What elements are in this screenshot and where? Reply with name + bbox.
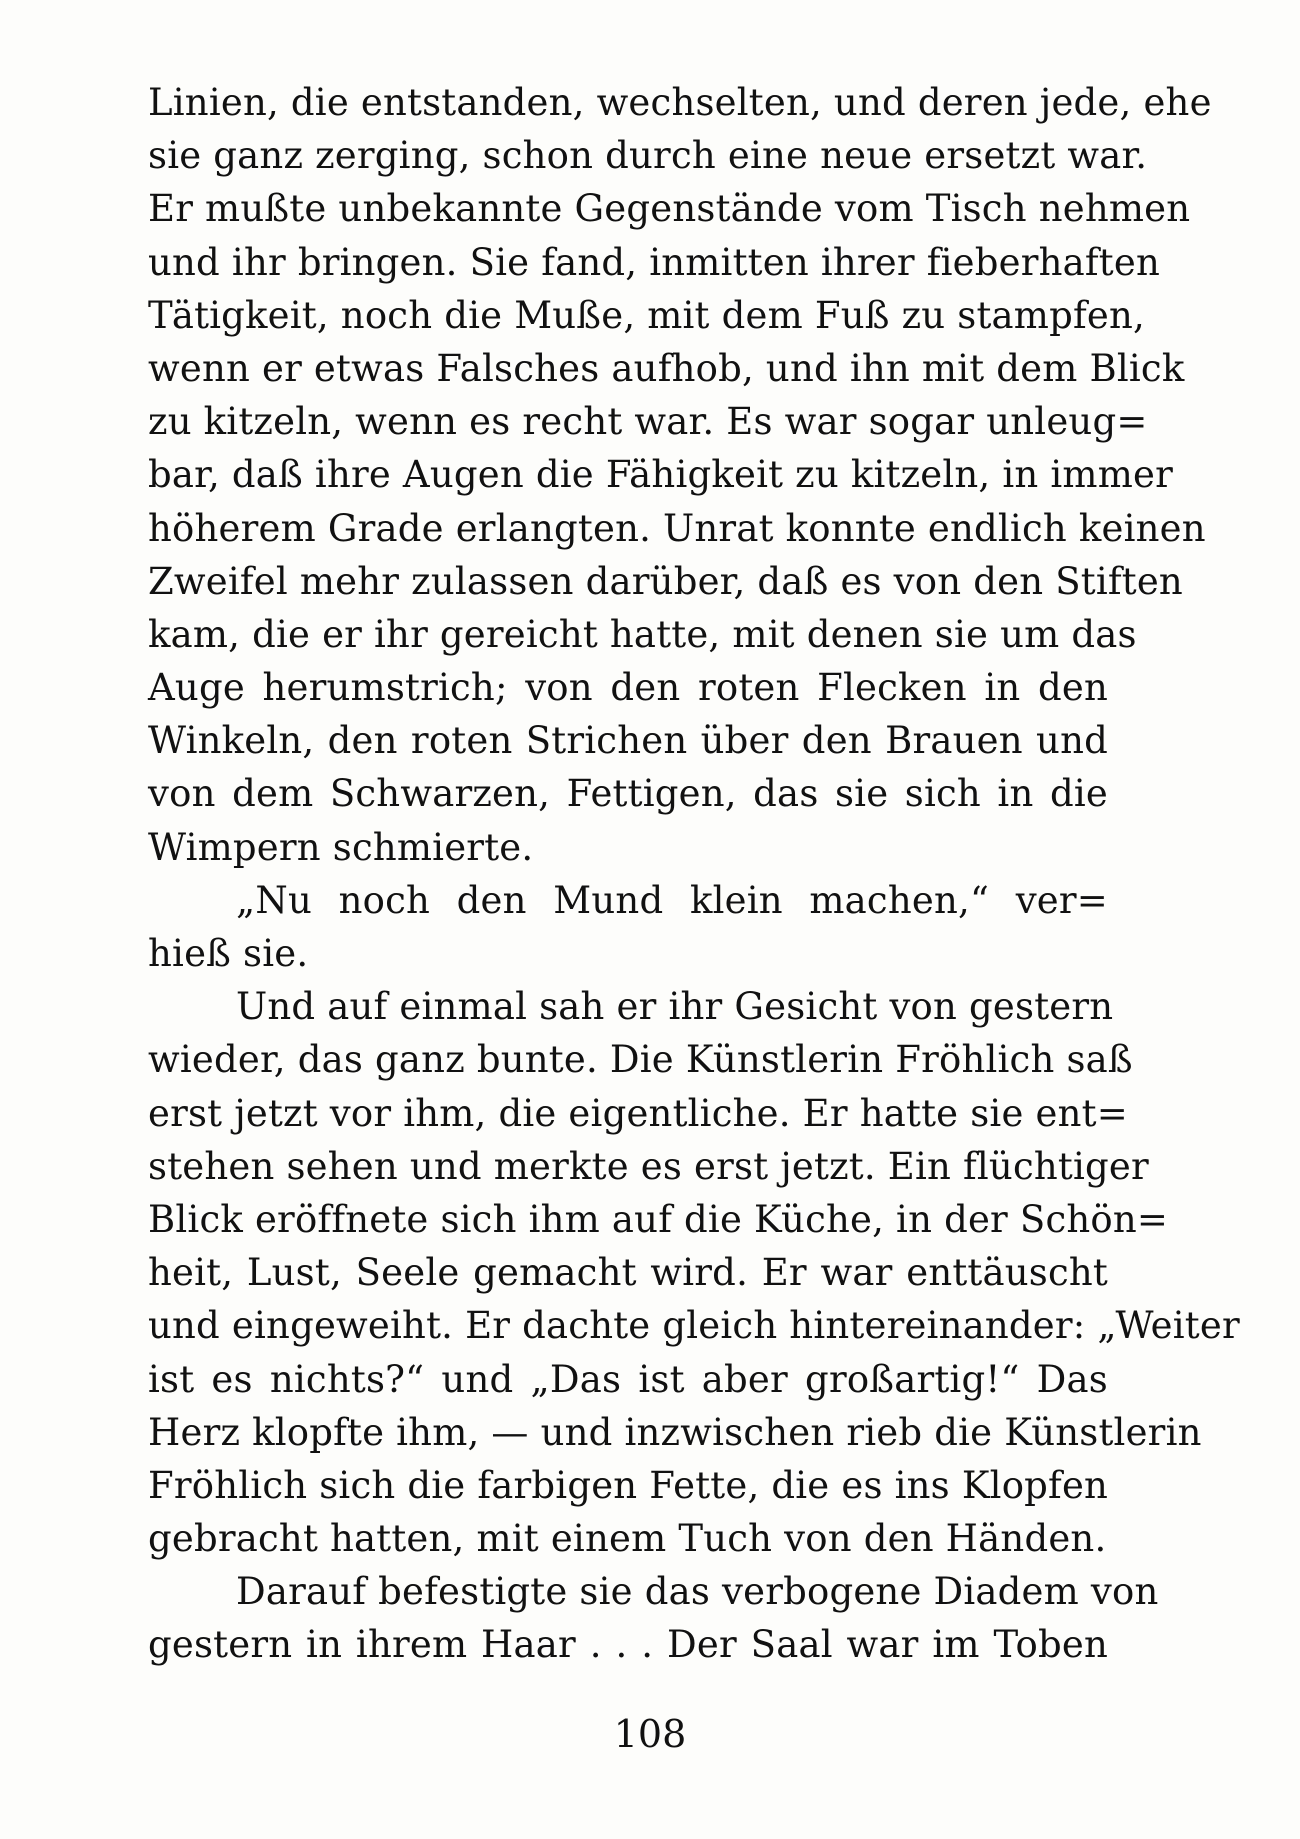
- page-number: 108: [613, 1712, 687, 1756]
- text-line: von dem Schwarzen, Fettigen, das sie sich in die: [148, 772, 1108, 816]
- text-line: Herz klopfte ihm, — und inzwischen rieb die Künstlerin: [148, 1410, 1202, 1454]
- text-line: bar, daß ihre Augen die Fähigkeit zu kitzeln, in immer: [148, 453, 1173, 497]
- text-line: und ihr bringen. Sie fand, inmitten ihrer fieberhaften: [148, 240, 1160, 284]
- text-line: „Nu noch den Mund klein machen,“ ver=: [236, 878, 1108, 922]
- text-line: gebracht hatten, mit einem Tuch von den Händen.: [148, 1517, 1107, 1561]
- text-line: Er mußte unbekannte Gegenstände vom Tisch nehmen: [148, 187, 1191, 231]
- text-line: wieder, das ganz bunte. Die Künstlerin Fröhlich saß: [148, 1038, 1133, 1082]
- text-line: Darauf befestigte sie das verbogene Diadem von: [236, 1570, 1159, 1614]
- text-line: ist es nichts?“ und „Das ist aber großartig!“ Das: [148, 1357, 1108, 1401]
- text-line: Wimpern schmierte.: [148, 825, 534, 869]
- text-line: zu kitzeln, wenn es recht war. Es war sogar unleug=: [148, 400, 1148, 444]
- text-line: Und auf einmal sah er ihr Gesicht von gestern: [236, 985, 1114, 1029]
- text-line: höherem Grade erlangten. Unrat konnte endlich keinen: [148, 506, 1206, 550]
- text-line: Tätigkeit, noch die Muße, mit dem Fuß zu stampfen,: [148, 293, 1145, 337]
- text-line: hieß sie.: [148, 932, 309, 975]
- text-line: Auge herumstrich; von den roten Flecken in den: [148, 666, 1108, 710]
- text-line: erst jetzt vor ihm, die eigentliche. Er hatte sie ent=: [148, 1091, 1128, 1135]
- text-line: sie ganz zerging, schon durch eine neue ersetzt war.: [148, 134, 1148, 178]
- body-text: [148, 76, 1240, 1672]
- text-line: gestern in ihrem Haar . . . Der Saal war im Toben: [148, 1623, 1108, 1667]
- text-line: wenn er etwas Falsches aufhob, und ihn mit dem Blick: [148, 346, 1185, 390]
- text-line: Linien, die entstanden, wechselten, und deren jede, ehe: [148, 81, 1212, 124]
- text-line: Fröhlich sich die farbigen Fette, die es ins Klopfen: [148, 1463, 1109, 1507]
- text-line: und eingeweiht. Er dachte gleich hintereinander: „Weiter: [148, 1304, 1240, 1348]
- text-line: stehen sehen und merkte es erst jetzt. Ein flüchtiger: [148, 1144, 1149, 1188]
- text-line: kam, die er ihr gereicht hatte, mit denen sie um das: [148, 612, 1137, 656]
- text-line: Winkeln, den roten Strichen über den Brauen und: [148, 719, 1108, 763]
- text-line: Blick eröffnete sich ihm auf die Küche, in der Schön=: [148, 1197, 1169, 1241]
- text-line: Zweifel mehr zulassen darüber, daß es von den Stiften: [148, 559, 1183, 603]
- text-line: heit, Lust, Seele gemacht wird. Er war enttäuscht: [148, 1251, 1108, 1295]
